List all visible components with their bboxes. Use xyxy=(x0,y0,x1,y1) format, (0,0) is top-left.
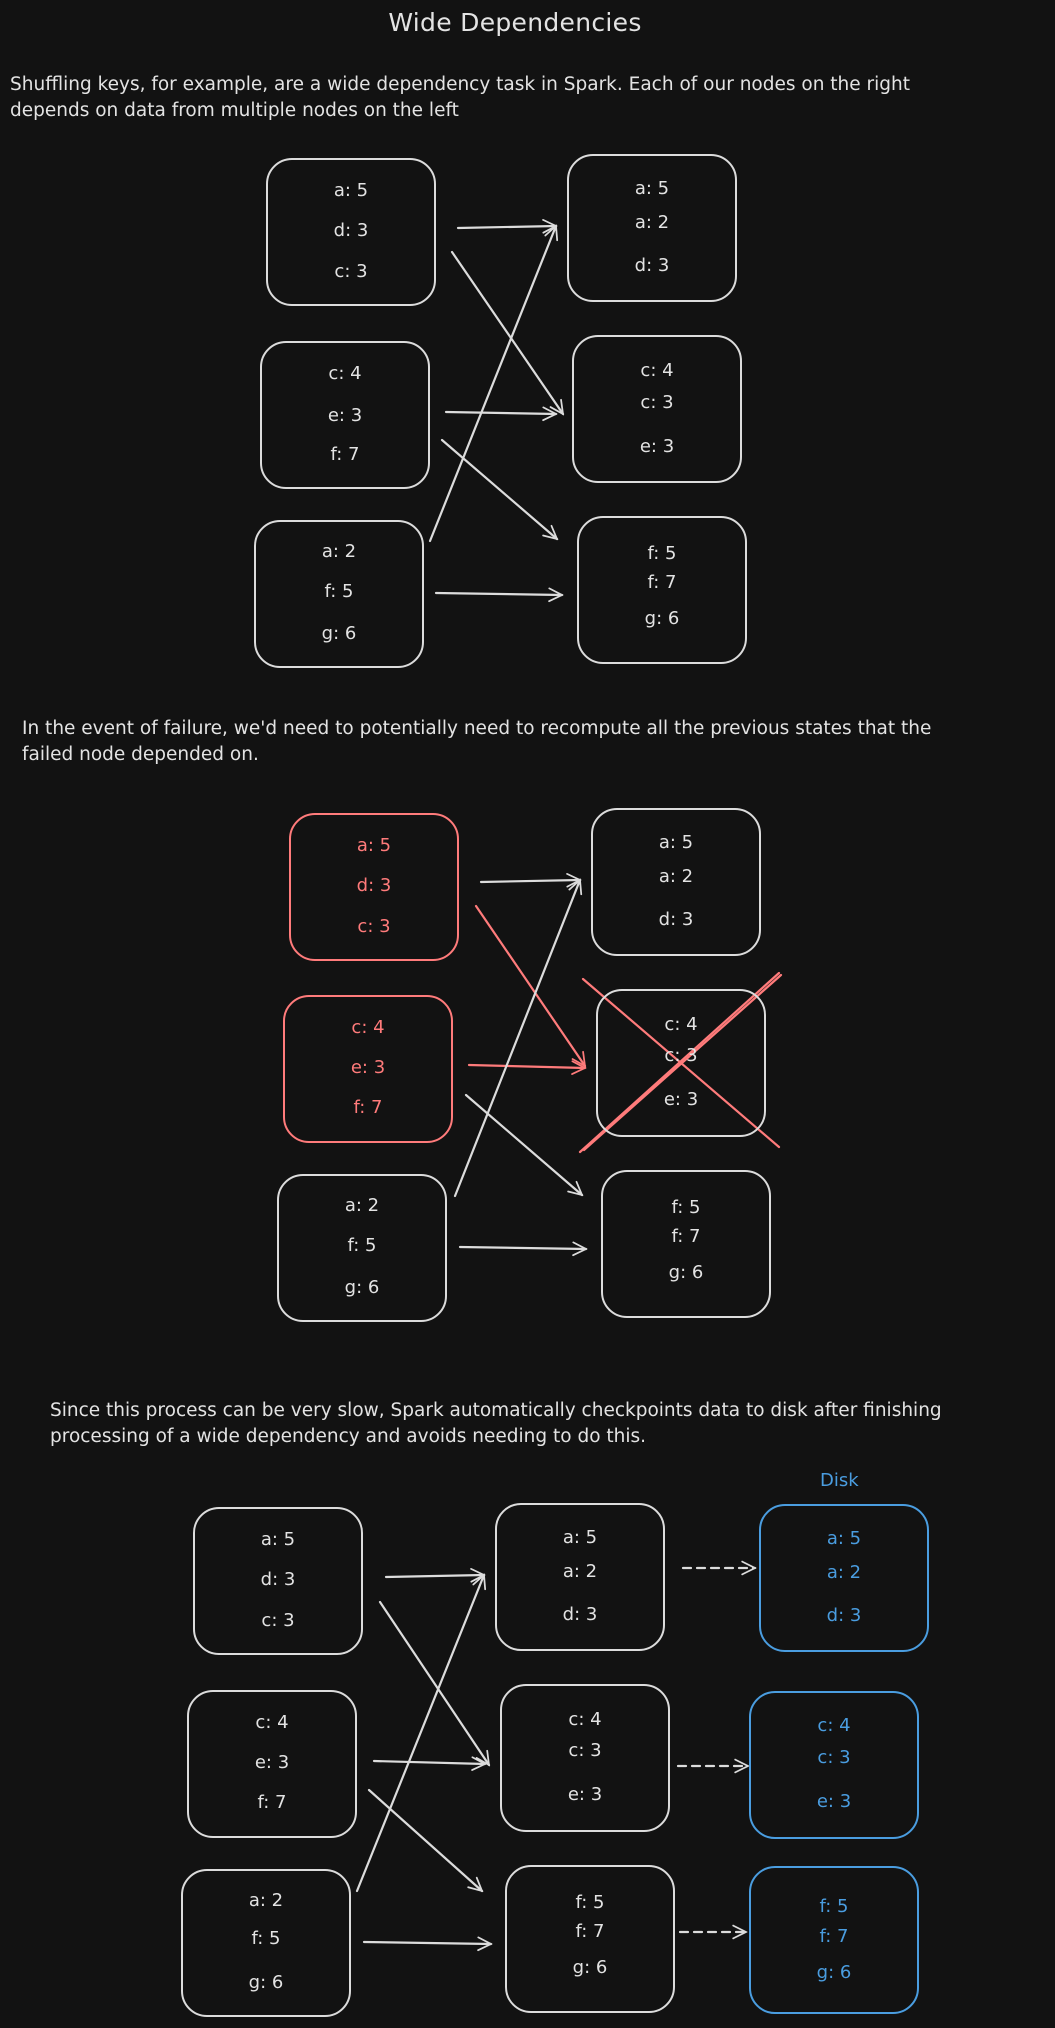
key-value: a: 5 xyxy=(826,1528,862,1549)
key-value: c: 3 xyxy=(261,1610,295,1631)
section-3-arrows xyxy=(357,1575,491,1944)
key-value: c: 4 xyxy=(664,1014,698,1035)
key-value: d: 3 xyxy=(634,255,670,276)
key-value: c: 4 xyxy=(817,1715,851,1736)
section-2-arrows xyxy=(455,880,586,1249)
key-value: a: 2 xyxy=(658,866,694,887)
source-partition-node xyxy=(181,1869,351,2017)
key-value: e: 3 xyxy=(639,436,675,457)
key-value: e: 3 xyxy=(663,1089,699,1110)
key-value: f: 7 xyxy=(819,1926,849,1947)
key-value: d: 3 xyxy=(356,875,392,896)
key-value: f: 5 xyxy=(671,1197,701,1218)
disk-checkpoint-node xyxy=(749,1866,919,2014)
key-value: e: 3 xyxy=(254,1752,290,1773)
key-value: d: 3 xyxy=(658,909,694,930)
key-value: e: 3 xyxy=(327,405,363,426)
target-partition-node xyxy=(601,1170,771,1318)
key-value: c: 3 xyxy=(334,261,368,282)
text-line: In the event of failure, we'd need to potentially need to recompute all the previous states that the xyxy=(22,718,932,739)
key-value: d: 3 xyxy=(260,1569,296,1590)
key-value: c: 3 xyxy=(357,916,391,937)
disk-label: Disk xyxy=(820,1470,859,1491)
key-value: a: 2 xyxy=(321,541,357,562)
key-value: g: 6 xyxy=(668,1262,704,1283)
key-value: a: 2 xyxy=(248,1890,284,1911)
key-value: f: 5 xyxy=(575,1892,605,1913)
key-value: c: 4 xyxy=(328,363,362,384)
target-partition-node xyxy=(591,808,761,956)
key-value: f: 7 xyxy=(575,1921,605,1942)
key-value: g: 6 xyxy=(572,1957,608,1978)
source-partition-node xyxy=(187,1690,357,1838)
key-value: g: 6 xyxy=(644,608,680,629)
key-value: a: 5 xyxy=(562,1527,598,1548)
key-value: f: 5 xyxy=(819,1896,849,1917)
target-partition-node xyxy=(577,516,747,664)
failed-dependency-node xyxy=(289,813,459,961)
key-value: e: 3 xyxy=(816,1791,852,1812)
disk-checkpoint-node xyxy=(749,1691,919,1839)
key-value: f: 7 xyxy=(353,1097,383,1118)
key-value: c: 3 xyxy=(817,1747,851,1768)
key-value: a: 5 xyxy=(356,835,392,856)
key-value: a: 5 xyxy=(260,1529,296,1550)
key-value: a: 5 xyxy=(634,178,670,199)
key-value: f: 7 xyxy=(330,444,360,465)
failed-partition-node xyxy=(596,989,766,1137)
text-line: Shuffling keys, for example, are a wide dependency task in Spark. Each of our nodes on the right xyxy=(10,74,911,95)
text-line: depends on data from multiple nodes on the left xyxy=(10,100,459,121)
key-value: g: 6 xyxy=(248,1972,284,1993)
target-partition-node xyxy=(500,1684,670,1832)
key-value: d: 3 xyxy=(562,1604,598,1625)
key-value: c: 4 xyxy=(255,1712,289,1733)
source-partition-node xyxy=(266,158,436,306)
key-value: f: 7 xyxy=(257,1792,287,1813)
key-value: g: 6 xyxy=(816,1962,852,1983)
source-partition-node xyxy=(254,520,424,668)
key-value: e: 3 xyxy=(567,1784,603,1805)
key-value: a: 2 xyxy=(562,1561,598,1582)
key-value: a: 5 xyxy=(658,832,694,853)
key-value: g: 6 xyxy=(344,1277,380,1298)
key-value: f: 5 xyxy=(347,1235,377,1256)
source-partition-node xyxy=(193,1507,363,1655)
key-value: c: 3 xyxy=(568,1740,602,1761)
failed-dependency-node xyxy=(283,995,453,1143)
page-title: Wide Dependencies xyxy=(388,8,642,37)
key-value: f: 7 xyxy=(671,1226,701,1247)
key-value: d: 3 xyxy=(333,220,369,241)
key-value: a: 2 xyxy=(826,1562,862,1583)
source-partition-node xyxy=(260,341,430,489)
key-value: a: 2 xyxy=(634,212,670,233)
key-value: f: 5 xyxy=(324,581,354,602)
source-partition-node xyxy=(277,1174,447,1322)
checkpoint-arrows xyxy=(678,1568,755,1932)
key-value: a: 2 xyxy=(344,1195,380,1216)
key-value: g: 6 xyxy=(321,623,357,644)
disk-checkpoint-node xyxy=(759,1504,929,1652)
key-value: c: 3 xyxy=(664,1045,698,1066)
key-value: c: 4 xyxy=(351,1017,385,1038)
key-value: c: 3 xyxy=(640,392,674,413)
key-value: c: 4 xyxy=(568,1709,602,1730)
text-line: failed node depended on. xyxy=(22,744,259,765)
key-value: d: 3 xyxy=(826,1605,862,1626)
key-value: f: 7 xyxy=(647,572,677,593)
text-line: Since this process can be very slow, Spark automatically checkpoints data to disk after finishing xyxy=(50,1400,942,1421)
target-partition-node xyxy=(495,1503,665,1651)
key-value: f: 5 xyxy=(647,543,677,564)
text-line: processing of a wide dependency and avoids needing to do this. xyxy=(50,1426,647,1447)
key-value: a: 5 xyxy=(333,180,369,201)
key-value: e: 3 xyxy=(350,1057,386,1078)
key-value: f: 5 xyxy=(251,1928,281,1949)
target-partition-node xyxy=(567,154,737,302)
section-1-arrows xyxy=(430,226,563,595)
target-partition-node xyxy=(505,1865,675,2013)
key-value: c: 4 xyxy=(640,360,674,381)
target-partition-node xyxy=(572,335,742,483)
